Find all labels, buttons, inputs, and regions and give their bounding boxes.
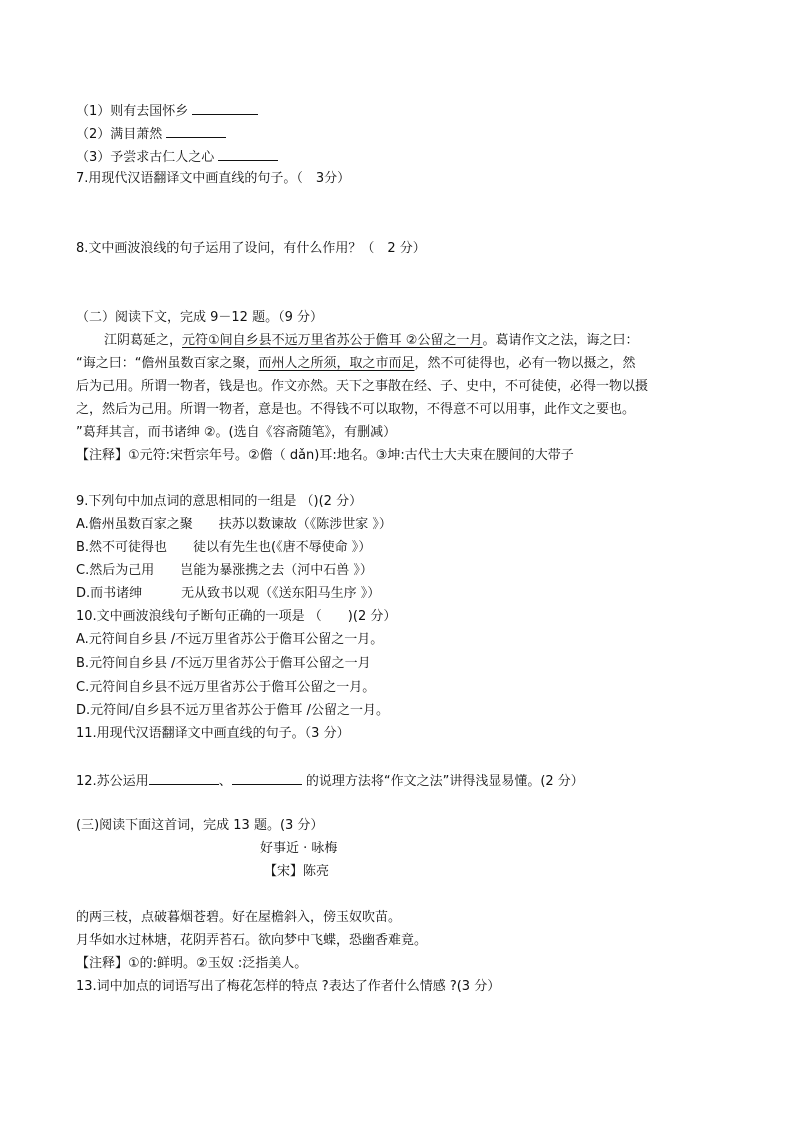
passage-line-5: ”葛拜其言，而书诸绅 ②。(选自《容斋随笔》，有删减） (76, 425, 397, 440)
q9-option-b: B.然不可徒得也 徒以有先生也(《唐不辱使命 》） (76, 540, 372, 555)
q10-option-b: B.元符间自乡县 /不远万里省苏公于儋耳公留之一月 (76, 656, 371, 671)
passage-text: “诲之曰：“儋州虽数百家之聚， (76, 356, 259, 371)
q13-text: 13.词中加点的词语写出了梅花怎样的特点 ?表达了作者什么情感 ?(3 分） (76, 979, 501, 994)
passage-note: 【注释】①元符:宋哲宗年号。②儋（ dǎn)耳:地名。③坤:古代士大夫束在腰间的大带子 (76, 448, 574, 463)
poem-author: 【宋】陈亮 (264, 864, 330, 879)
passage-text: 。葛请作文之法，诲之曰： (482, 333, 639, 348)
q7-text: 7.用现代汉语翻译文中画直线的句子。（ 3分） (76, 171, 351, 186)
q10-option-d: D.元符间/自乡县不远万里省苏公于儋耳 /公留之一月。 (76, 703, 390, 718)
q9-stem: 9.下列句中加点词的意思相同的一组是 （)(2 分） (76, 494, 363, 509)
q6-item-2 (76, 125, 226, 143)
underlined-sentence: 元符①间自乡县不远万里省苏公于儋耳 ②公留之一月 (182, 333, 483, 348)
passage-text: 江阴葛延之， (104, 333, 183, 348)
q9-option-d: D.而书诸绅 无从致书以观（《送东阳马生序 》） (76, 586, 381, 601)
q6-item-1 (76, 102, 258, 120)
poem-line-1: 的两三枝，点破暮烟苍碧。好在屋檐斜入，傍玉奴吹苗。 (76, 910, 402, 925)
poem-note: 【注释】①的:鲜明。②玉奴 :泛指美人。 (76, 956, 308, 971)
q6-item-1-text: （1）则有去国怀乡 (76, 104, 189, 119)
q12-suffix: 的说理方法将“作文之法”讲得浅显易懂。(2 分） (305, 774, 584, 789)
answer-blank[interactable] (149, 772, 219, 785)
q6-item-3 (76, 148, 278, 166)
q10-option-c: C.元符间自乡县不远万里省苏公于儋耳公留之一月。 (76, 680, 376, 695)
q9-option-a: A.儋州虽数百家之聚 扶苏以数谏故（《陈涉世家 》） (76, 517, 392, 532)
section2-heading: （二）阅读下文，完成 9－12 题。（9 分） (76, 310, 323, 325)
passage-line-1 (104, 333, 638, 349)
q12-separator: 、 (218, 774, 232, 789)
q11-text: 11.用现代汉语翻译文中画直线的句子。（3 分） (76, 726, 350, 741)
q12-prefix: 12.苏公运用 (76, 774, 149, 789)
poem-line-2: 月华如水过林塘，花阴弄苔石。欲向梦中飞蝶，恐幽香难竟。 (76, 933, 428, 948)
q10-option-a: A.元符间自乡县 /不远万里省苏公于儋耳公留之一月。 (76, 632, 384, 647)
q6-item-2-text: （2）满目萧然 (76, 127, 163, 142)
q8-text: 8.文中画波浪线的句子运用了设问，有什么作用？（ 2 分） (76, 241, 426, 256)
section3-heading: (三)阅读下面这首词，完成 13 题。(3 分） (76, 818, 324, 833)
passage-line-3: 后为己用。所谓一物者，钱是也。作文亦然。天下之事散在经、子、史中，不可徒使，必得一物以摄 (76, 379, 649, 394)
q9-option-c: C.然后为己用 岂能为暴涨携之去（河中石兽 》） (76, 563, 373, 578)
q12-text (76, 772, 584, 790)
underlined-sentence: 而州人之所须，取之市而足 (258, 356, 415, 371)
passage-text: ，然不可徒得也，必有一物以摄之，然 (414, 356, 636, 371)
answer-blank[interactable] (232, 772, 302, 785)
passage-line-4: 之，然后为己用。所谓一物者，意是也。不得钱不可以取物，不得意不可以用事，此作文之要也。 (76, 402, 636, 417)
passage-line-2 (76, 356, 636, 372)
answer-blank[interactable] (192, 102, 258, 115)
q6-item-3-text: （3）予尝求古仁人之心 (76, 150, 215, 165)
answer-blank[interactable] (166, 125, 226, 138)
q10-stem: 10.文中画波浪线句子断句正确的一项是 （ )(2 分） (76, 609, 397, 624)
poem-title: 好事近 · 咏梅 (260, 841, 338, 856)
answer-blank[interactable] (218, 148, 278, 161)
